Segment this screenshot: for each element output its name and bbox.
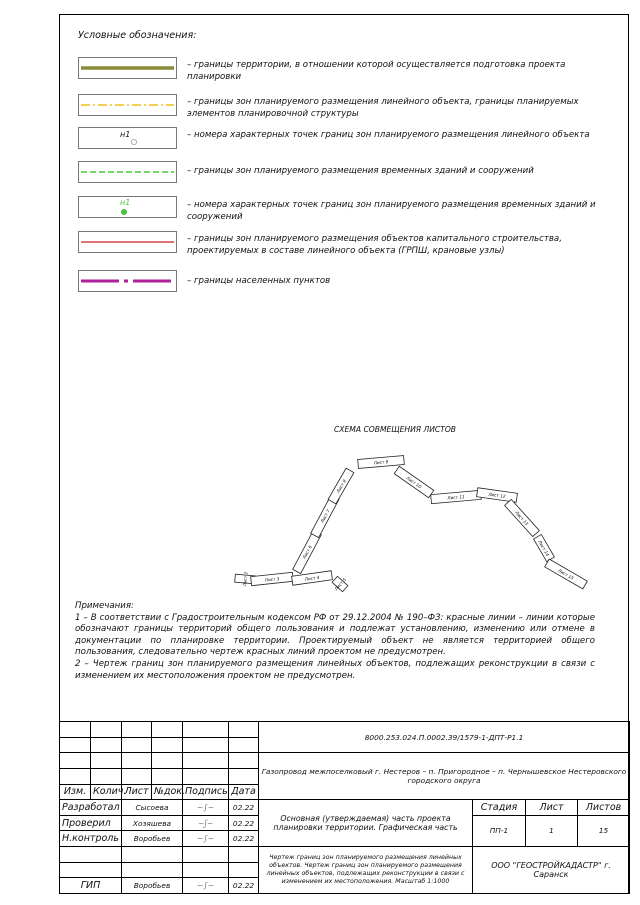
legend-text-linear-zone: – границы зон планируемого размещения линейного объекта, границы планируемых элементов планировочной структуры [187,97,579,119]
sheets-total: 15 [578,815,630,846]
legend-text-settlements: – границы населенных пунктов [187,276,331,286]
scheme-sheet-label: Лист 6 [301,544,313,560]
legend-sample-points [78,127,177,149]
name-gip: Воробьев [122,878,183,894]
scheme-sheet-label: Лист 13 [514,510,530,527]
sheet-layout-scheme [236,448,596,598]
date-gip: 02.22 [229,878,259,894]
scheme-sheet-label: Лист 11 [447,494,465,501]
legend-text-capital: – границы зон планируемого размещения объектов капитального строительства, проектируемых в составе линейного объекта (ГРПШ, крановые узлы) [187,234,562,256]
sheet-label: Лист [526,800,578,816]
name-developer: Сысоева [122,800,183,816]
scheme-sheet [292,571,333,585]
legend-sample-points-label: н1 [120,130,131,139]
date-control: 02.22 [229,831,259,847]
legend-sample-settlements [78,270,177,292]
scheme-sheet-label: Лист 2 [242,571,249,587]
role-control: Н.контроль [60,831,122,847]
scheme-sheet-label: Лист 8 [335,478,348,494]
scheme-sheet-label: Лист 4 [304,574,320,582]
scheme-sheet [328,468,354,504]
scheme-sheet-label: Лист 3 [264,576,280,583]
scheme-sheet [431,490,482,503]
legend-sample-linear-zone [78,94,177,116]
name-control: Воробьев [122,831,183,847]
signature-gip: ~∫~ [183,878,229,894]
hdr-kol: Колич. [91,784,122,800]
stamp-company: ООО "ГЕОСТРОЙКАДАСТР" г. Саранск [473,847,630,894]
legend-sample-territory [78,57,177,79]
scheme-sheet [358,456,405,469]
note-2: 2 – Чертеж границ зон планируемого размещения линейных объектов, подлежащих реконструкции в связи с изменением их местоположения проектом не предусмотрен. [75,658,595,681]
signature-control: ~∫~ [183,831,229,847]
scheme-sheet-label: Лист 10 [405,475,423,490]
scheme-sheet-label: Лист 9 [373,459,389,466]
stage-label: Стадия [473,800,526,816]
title-block [59,721,629,894]
hdr-list: Лист [122,784,152,800]
scheme-sheet [251,572,294,585]
note-1: 1 – В соответствии с Градостроительным кодексом РФ от 29.12.2004 № 190–ФЗ: красные линии – линии которые обозначают границы территорий общего пользования и подлежат установлению, изменению или отмене в документации по планировке территории. Проектируемый объект не является территорией общего пользования, следовательно чертеж красных линий проектом не предусмотрен. [75,612,595,658]
name-checker: Хозяшева [122,815,183,831]
legend-text-territory: – границы территории, в отношении которой осуществляется подготовка проекта планировки [187,60,566,82]
hdr-izm: Изм. [60,784,91,800]
sheet-value: 1 [526,815,578,846]
legend-sample-temp-points [78,196,177,218]
stamp-project: Газопровод межпоселковый г. Нестеров – п. Пригородное – п. Чернышевское Нестеровского городского округа [259,753,630,800]
notes-heading: Примечания: [75,601,134,611]
legend-text-temp-zone: – границы зон планируемого размещения временных зданий и сооружений [187,166,534,176]
scheme-sheet [394,466,434,497]
signature-developer: ~∫~ [183,800,229,816]
legend-sample-temp-zone [78,161,177,183]
legend-title: Условные обозначения: [78,30,197,41]
role-developer: Разработал [60,800,122,816]
hdr-sign: Подпись [183,784,229,800]
scheme-sheet [545,559,588,589]
signature-checker: ~ʃ~ [183,815,229,831]
date-checker: 02.22 [229,815,259,831]
scheme-title: СХЕМА СОВМЕЩЕНИЯ ЛИСТОВ [334,425,457,434]
hdr-doc: №док. [152,784,183,800]
scheme-sheet [534,534,555,561]
scheme-sheet-label: Лист 5 [333,577,347,592]
scheme-sheet [505,499,540,536]
sheets-label: Листов [578,800,630,816]
scheme-sheet-label: Лист 14 [537,539,551,557]
role-gip: ГИП [60,878,122,894]
stamp-section: Основная (утверждаемая) часть проекта планировки территории. Графическая часть [259,800,473,847]
legend-sample-capital [78,231,177,253]
stage-value: ПП-1 [473,815,526,846]
notes [75,601,595,682]
role-checker: Проверил [60,815,122,831]
stamp-drawing-title: Чертеж границ зон планируемого размещения линейных объектов. Чертеж границ зон планируемого размещения линейных объектов, подлежащих реконструкции в связи с изменением их местоположения. Масштаб 1:1000 [259,847,473,894]
legend-text-temp-points: – номера характерных точек границ зон планируемого размещения временных зданий и сооружений [187,200,596,222]
stamp-code: 8000.253.024.П.0002.39/1579-1-ДПТ-Р1.1 [259,722,630,753]
scheme-sheet-label: Лист 7 [319,508,331,524]
legend-sample-temp-points-label: н1 [120,198,131,207]
scheme-sheet-label: Лист 15 [557,567,575,581]
scheme-sheet-label: Лист 12 [488,491,506,499]
legend-text-points: – номера характерных точек границ зон планируемого размещения линейного объекта [187,130,590,140]
date-developer: 02.22 [229,800,259,816]
hdr-date: Дата [229,784,259,800]
